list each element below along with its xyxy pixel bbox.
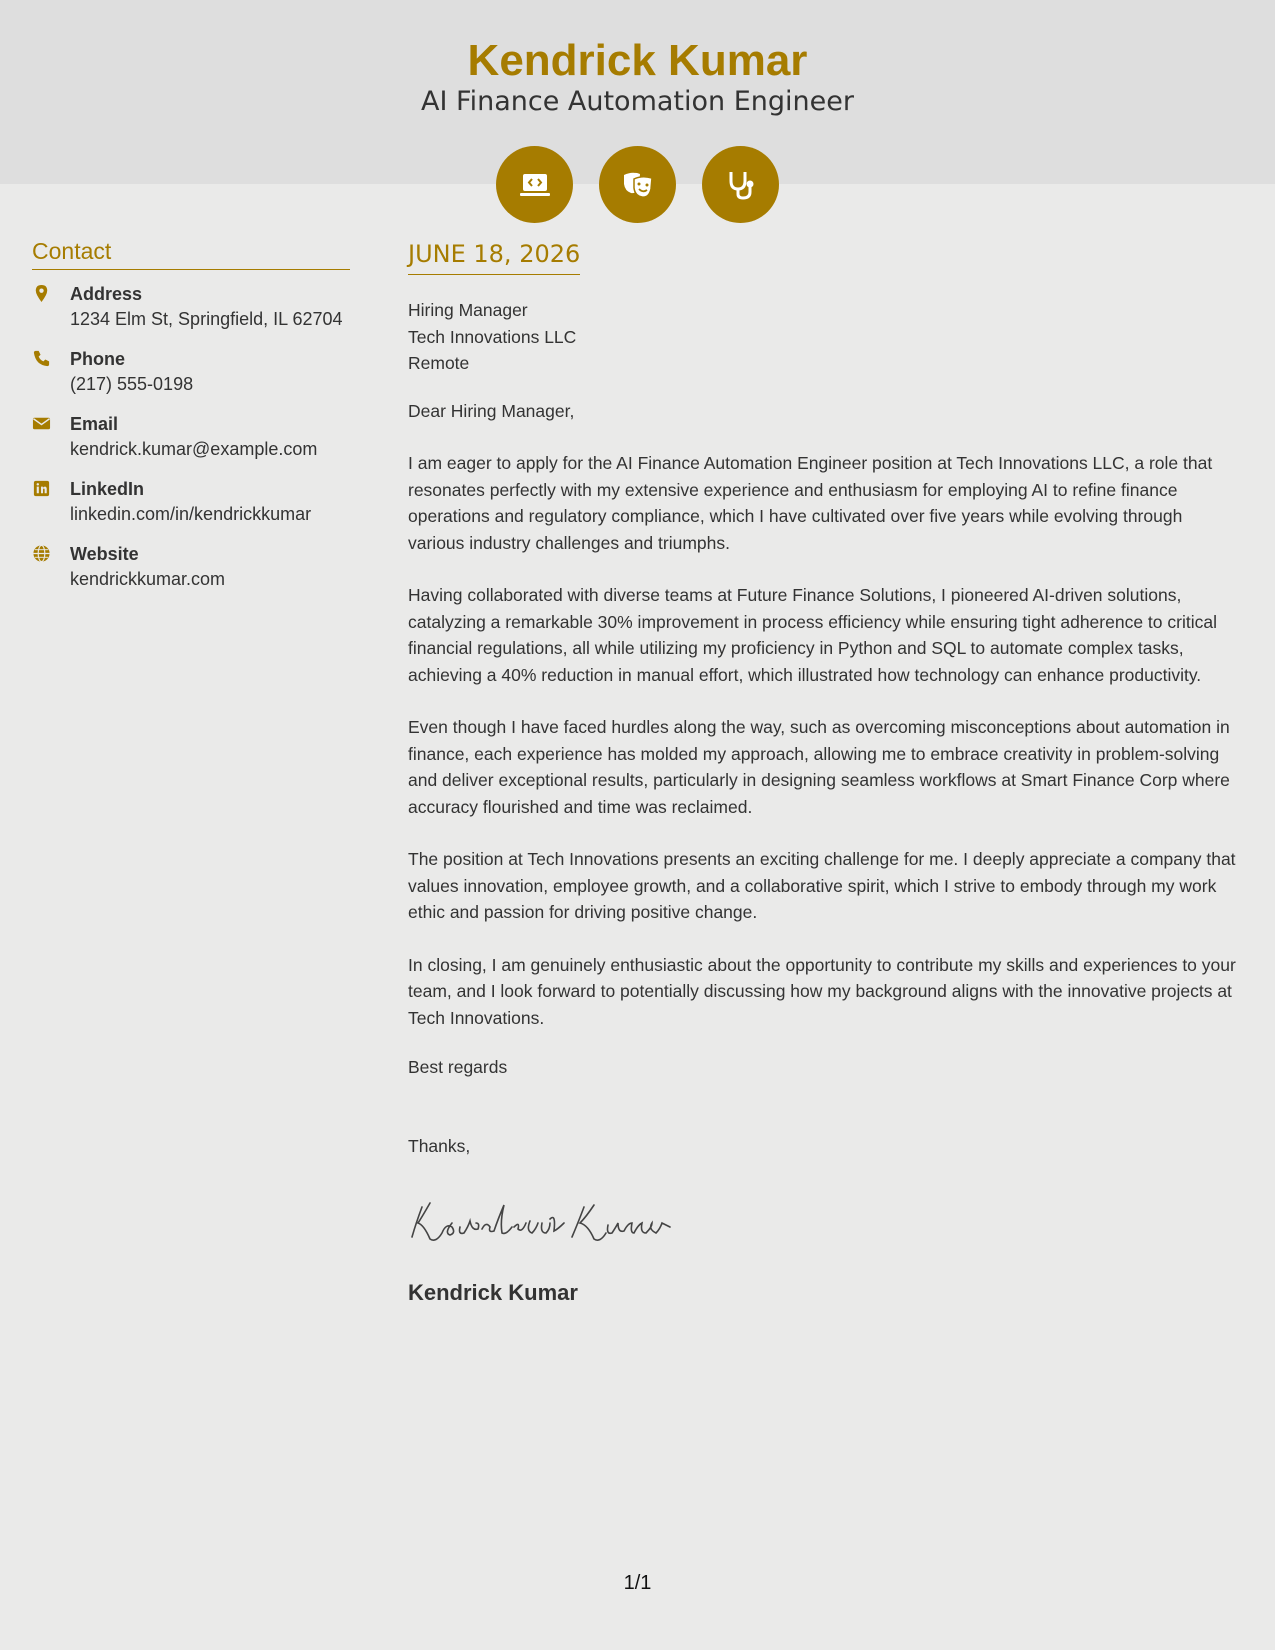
job-title: AI Finance Automation Engineer bbox=[421, 86, 854, 117]
letter-date: JUNE 18, 2026 bbox=[408, 240, 580, 275]
envelope-icon bbox=[32, 414, 51, 433]
contact-value[interactable]: (217) 555-0198 bbox=[70, 374, 194, 394]
phone-icon bbox=[32, 349, 51, 368]
recipient-block bbox=[408, 297, 1243, 377]
contact-heading: Contact bbox=[32, 238, 350, 270]
recipient-line: Tech Innovations LLC bbox=[408, 326, 577, 347]
location-pin-icon bbox=[32, 284, 51, 303]
closing: Best regards bbox=[408, 1057, 508, 1077]
contact-label: Website bbox=[70, 544, 139, 564]
contact-email bbox=[32, 412, 350, 462]
page-number: 1/1 bbox=[623, 1572, 652, 1594]
badge-row bbox=[0, 146, 1275, 223]
globe-icon bbox=[32, 544, 51, 563]
contact-value[interactable]: linkedin.com/in/kendrickkumar bbox=[70, 504, 312, 524]
letter-paragraph: Having collaborated with diverse teams at Future Finance Solutions, I pioneered AI-driven solutions, catalyzing a remarkable 30% improvement in process efficiency while ensuring tight adherence to critical financial regulations, all while utilizing my proficiency in Python and SQL to automate complex tasks, achieving a 40% reduction in manual effort, which illustrated how technology can enhance productivity. bbox=[408, 585, 1217, 685]
stethoscope-icon bbox=[702, 146, 779, 223]
contact-value[interactable]: 1234 Elm St, Springfield, IL 62704 bbox=[70, 309, 343, 329]
contact-website bbox=[32, 542, 350, 592]
contact-linkedin bbox=[32, 477, 350, 527]
recipient-line: Remote bbox=[408, 353, 470, 373]
applicant-name: Kendrick Kumar bbox=[467, 36, 808, 85]
contact-label: Address bbox=[70, 284, 143, 304]
handwritten-signature bbox=[408, 1193, 678, 1245]
contact-value[interactable]: kendrickkumar.com bbox=[70, 569, 226, 589]
contact-phone bbox=[32, 347, 350, 397]
letter-paragraph: Even though I have faced hurdles along the way, such as overcoming misconceptions about automation in finance, each experience has molded my approach, allowing me to embrace creativity in problem-solving and deliver exceptional results, particularly in designing seamless workflows at Smart Finance Corp where accuracy flourished and time was reclaimed. bbox=[408, 717, 1230, 817]
contact-sidebar bbox=[32, 238, 350, 607]
thanks-line: Thanks, bbox=[408, 1136, 471, 1156]
masks-theater-icon bbox=[599, 146, 676, 223]
contact-address bbox=[32, 282, 350, 332]
signature-name: Kendrick Kumar bbox=[408, 1280, 578, 1305]
contact-label: Phone bbox=[70, 349, 126, 369]
contact-label: LinkedIn bbox=[70, 479, 145, 499]
letter-body bbox=[408, 240, 1243, 1306]
letter-paragraph: In closing, I am genuinely enthusiastic about the opportunity to contribute my skills and experiences to your team, and I look forward to potentially discussing how my background aligns with the innovative projects at Tech Innovations. bbox=[408, 954, 1236, 1028]
linkedin-icon bbox=[32, 479, 51, 498]
contact-value[interactable]: kendrick.kumar@example.com bbox=[70, 439, 318, 459]
letter-paragraph: The position at Tech Innovations presents an exciting challenge for me. I deeply appreciate a company that values innovation, employee growth, and a collaborative spirit, which I strive to embody through my work ethic and passion for driving positive change. bbox=[408, 849, 1236, 922]
salutation: Dear Hiring Manager, bbox=[408, 400, 575, 421]
contact-label: Email bbox=[70, 414, 119, 434]
recipient-line: Hiring Manager bbox=[408, 300, 528, 320]
letter-paragraph: I am eager to apply for the AI Finance Automation Engineer position at Tech Innovations LLC, a role that resonates perfectly with my extensive experience and enthusiasm for employing AI to refine finance operations and regulatory compliance, which I have cultivated over five years while evolving through various industry challenges and triumphs. bbox=[408, 453, 1213, 553]
laptop-code-icon bbox=[496, 146, 573, 223]
